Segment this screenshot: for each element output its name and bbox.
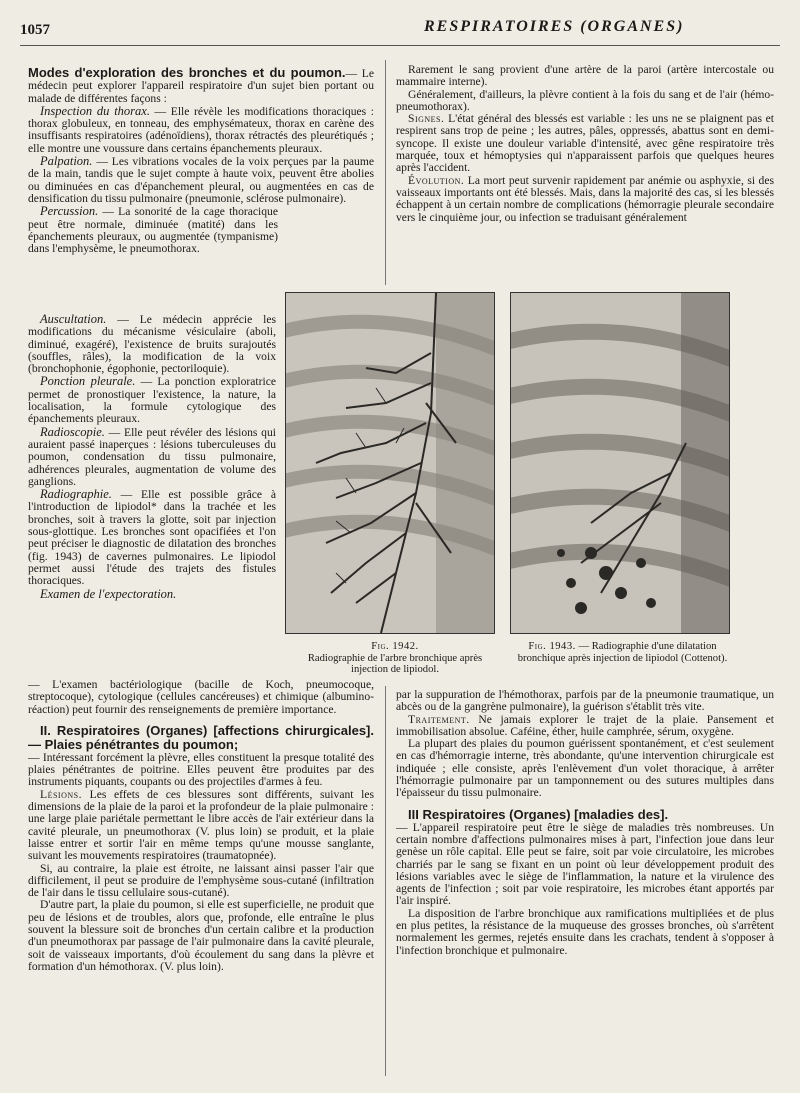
expectoration-paragraph [28, 679, 374, 716]
palpation-paragraph [28, 155, 374, 205]
body-text: — Le médecin apprécie les modifications du mécanisme vésiculaire (aboli, diminué, exagéré), l'existence de bruits surajoutés (souffles, râles), la modification de la voix (bronchophonie, égophonie, pectoriloquie). [28, 313, 276, 376]
section-title: Modes d'exploration des bronches et du poumon. [28, 65, 346, 80]
signes-paragraph [396, 113, 774, 174]
subheading: Auscultation. [40, 312, 107, 326]
expectoration-heading-paragraph [28, 588, 276, 601]
auscultation-paragraph [28, 313, 276, 375]
bronchial-dilatation-image [511, 293, 729, 633]
figure-number: Fig. 1943. [528, 641, 576, 652]
body-text: D'autre part, la plaie du poumon, si elle est superficielle, ne produit que peu de lésions et de troubles, alors que, profonde, elle entraîne le plus souvent la blessure soit de bronches d'un certain calibre et la production d'un pneumothorax par passage de l'air pulmonaire dans la cavité pleurale, soit de vaisseaux importants, d'où écoulement du sang dans la plèvre et formation d'un hémothorax. (V. plus loin). [28, 898, 374, 973]
subheading: Palpation. [40, 154, 93, 169]
body-text: par la suppuration de l'hémothorax, parfois par de la pneumonie traumatique, un abcès ou de la gangrène pulmonaire), la guérison s'établit très vite. [396, 688, 774, 714]
suppuration-paragraph [396, 689, 774, 714]
body-text: L'état général des blessés est variable : les uns ne se plaignent pas et respirent sans trop de peine ; les autres, pâles, oppressés, abattus sont en demi-syncope. Il existe une douleur variable d'intensité, avec gêne respiratoire très marquée, toux et hémoptysies qui n'apparaissent parfois que quelques heures après l'accident. [396, 112, 774, 175]
subheading: Radioscopie. [40, 424, 105, 439]
figure-1942-radiograph [285, 292, 495, 634]
figure-1942-caption [290, 641, 500, 676]
radiographie-paragraph [28, 488, 276, 587]
body-text: La disposition de l'arbre bronchique aux ramifications multipliées et de plus en plus petites, la résistance de la muqueuse des grosses bronches, où s'arrêtent normalement les germes, rejetés ensuite dans les crachats, tendent à s'opposer à l'infection bronchique et pulmonaire. [396, 906, 774, 957]
traitement-paragraph [396, 714, 774, 739]
subheading: Évolution. [408, 173, 465, 187]
figure-number: Fig. 1942. [371, 641, 419, 652]
body-text: Les effets de ces blessures sont différents, suivant les dimensions de la plaie de la paroi et la profondeur de la plaie pulmonaire : une large plaie pariétale permettant le libre accès de l'air extérieur dans la cavité pleurale, un pneumothorax (V. plus loin) se produit, et la plaie laisse entrer et sortir l'air en même temps qu'une mousse sanglante, suivant les mouvements respiratoires (traumatopnée). [28, 787, 374, 863]
column-separator [385, 686, 386, 1076]
caption-text: Radiographie de l'arbre bronchique après injection de lipiodol. [307, 652, 483, 675]
body-text: Généralement, d'ailleurs, la plèvre contient à la fois du sang et de l'air (hémo-pneumothorax). [396, 87, 774, 113]
disposition-paragraph [396, 908, 774, 957]
running-title: RESPIRATOIRES (ORGANES) [424, 18, 685, 35]
subheading: Radiographie. [40, 487, 112, 502]
section-iii-title: III Respiratoires (Organes) [maladies des]. [408, 806, 669, 822]
section-ii-title: II. Respiratoires (Organes) [affections chirurgicales]. [40, 722, 374, 738]
ponction-paragraph [28, 375, 276, 425]
body-text: La plupart des plaies du poumon guérissent spontanément, et c'est seulement en cas d'hémorragie interne, très abondante, qu'une intervention chirurgicale est indiquée ; elle consiste, après l'enlèvement d'un volet thoracique, à arrêter l'hémorragie pulmonaire par un tamponnement ou des sutures multiples dans l'épaisseur du tissu pulmonaire. [396, 737, 774, 800]
section-iii-heading [396, 808, 774, 822]
subheading: Examen de l'expectoration. [40, 586, 177, 601]
header-rule [20, 45, 780, 46]
body-text: — L'appareil respiratoire peut être le siège de maladies très nombreuses. Un certain nombre d'affections pulmonaires mises à part, l'infection joue dans leur genèse un rôle capital. Elle peut se faire, soit par voie circulatoire, les microbes charriés par le sang se fixant en un point où leur développement produit des lésions variables avec le siège de l'inflammation, la nature et la virulence des agents de l'infection ; soit par voie respiratoire, les microbes étant apportés par l'air inspiré. [396, 820, 774, 908]
subheading: Percussion. [40, 204, 99, 219]
section-ii-intro [28, 752, 374, 789]
body-text: Ne jamais explorer le trajet de la plaie. Pansement et immobilisation absolue. Caféine, éther, huile camphrée, sérum, oxygène. [396, 712, 774, 738]
body-text: — Elle révèle les modifications thoraciques : thorax globuleux, en tonneau, des emphysémateux, thorax en carène des insuffisants respiratoires (adénoïdiens), thorax rétractés des pleurétiqués ; elle montre une voussure dans certains épanchements pleuraux. [28, 104, 374, 155]
body-text: — Elle peut révéler des lésions qui auraient passé inaperçues : lésions tuberculeuses du poumon, condensation du tissu pulmonaire, adhérences pleurales, augmentation de volume des ganglions. [28, 425, 276, 488]
column-separator [385, 60, 386, 285]
subheading: Signes. [408, 112, 445, 126]
lesions-paragraph [28, 789, 374, 863]
superficielle-paragraph [28, 899, 374, 973]
subheading: Ponction pleurale. [40, 374, 136, 389]
evolution-paragraph [396, 175, 774, 224]
subheading: Inspection du thorax. [40, 103, 150, 118]
etroite-paragraph [28, 863, 374, 900]
guerison-paragraph [396, 738, 774, 799]
body-text: — Intéressant forcément la plèvre, elles constituent la presque totalité des plaies pénétrantes de poitrine. Elles peuvent être produites par des instruments piquants, coupants ou des projectiles d'armes à feu. [28, 750, 374, 789]
right-column-bottom [396, 689, 774, 957]
percussion-paragraph [28, 205, 278, 255]
intro-text: — Le médecin peut explorer l'appareil respiratoire d'un sujet bien portant ou malade de différentes façons : [28, 67, 374, 105]
radioscopie-paragraph [28, 426, 276, 488]
body-text: — La sonorité de la cage thoracique peut être normale, diminuée (matité) dans les épanchements pleuraux, ou augmentée (tympanisme) dans l'emphysème, le pneumothorax. [28, 205, 278, 256]
figure-1943-radiograph [510, 292, 730, 634]
exploration-paragraph [28, 66, 374, 105]
right-column-top [396, 64, 774, 224]
section-iii-intro [396, 822, 774, 908]
subheading: Traitement. [408, 712, 470, 726]
left-column [28, 66, 374, 255]
caption-text: — Radiographie d'une dilatation bronchique après injection de lipiodol (Cottenot). [517, 641, 728, 664]
body-text: — Les vibrations vocales de la voix perçues par la paume de la main, tandis que le sujet compte à haute voix, peuvent être abolies ou diminuées en cas d'épanchement pleural, ou augmentées en cas de densification du tissu pulmonaire (pneumonie, sclérose pulmonaire). [28, 155, 374, 205]
bronchial-tree-image [286, 293, 494, 633]
left-column-narrow [28, 313, 276, 601]
paroi-paragraph [396, 64, 774, 89]
body-text: Rarement le sang provient d'une artère de la paroi (artère intercostale ou mammaire interne). [396, 63, 774, 89]
body-text: — Elle est possible grâce à l'introduction de lipiodol* dans la trachée et les bronches, soit à travers la glotte, soit par injection sous-glottique. Les bronches sont opacifiées et l'on peut préciser le diagnostic de dilatation des bronches (fig. 1943) de cavernes pulmonaires. Le lipiodol permet aussi l'étude des trajets des fistules thoraciques. [28, 488, 276, 588]
inspection-paragraph [28, 105, 374, 155]
page-number: 1057 [20, 22, 50, 38]
body-text: La mort peut survenir rapidement par anémie ou asphyxie, si des vaisseaux importants ont été blessés. Mais, dans la majorité des cas, si les blessés échappent à un certain nombre de complications (hémorragie pleurale secondaire vers le cinquième jour, ou infection se traduisant généralement [396, 173, 774, 224]
body-text: — La ponction exploratrice permet de pronostiquer l'existence, la nature, la localisation, la formule cytologique des épanchements pleuraux. [28, 375, 276, 426]
section-ii-heading [28, 724, 374, 752]
figure-1943-caption [510, 641, 735, 664]
body-text: Si, au contraire, la plaie est étroite, ne laissant ainsi passer l'air que difficilement, il peut se produire de l'emphysème sous-cutané (infiltration de l'air dans le tissu cellulaire sous-cutané). [28, 861, 374, 900]
left-column-lower [28, 679, 374, 973]
section-ii-subtitle: — Plaies pénétrantes du poumon; [28, 736, 239, 752]
subheading: Lésions. [40, 787, 82, 801]
body-text: — L'examen bactériologique (bacille de Koch, pneumocoque, streptocoque), cytologique (cellules cancéreuses) et chimique (albumino-réaction) peut fournir des renseignements de première importance. [28, 678, 374, 716]
hemo-paragraph [396, 89, 774, 114]
